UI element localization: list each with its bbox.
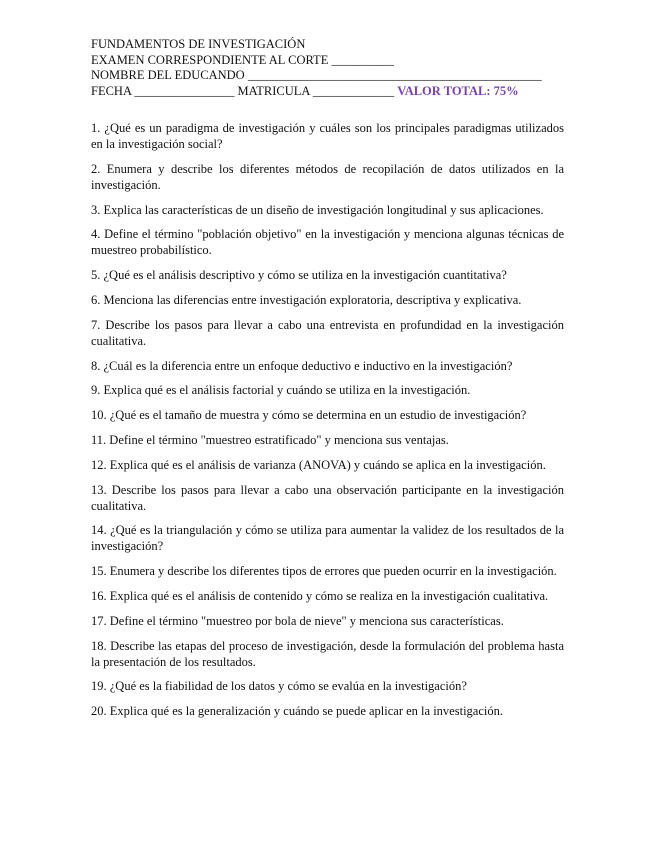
question-item: 9. Explica qué es el análisis factorial y cuándo se utiliza en la investigación. <box>91 383 471 398</box>
question-item: 4. Define el término "población objetivo" en la investigación y menciona algunas técnicas de muestreo probabilístico. <box>91 227 564 258</box>
question-item: 8. ¿Cuál es la diferencia entre un enfoque deductivo e inductivo en la investigación? <box>91 358 513 373</box>
question-item: 16. Explica qué es el análisis de contenido y cómo se realiza en la investigación cualitativa. <box>91 588 549 603</box>
question-list <box>91 120 564 719</box>
total-value: VALOR TOTAL: 75% <box>397 83 519 98</box>
date-id-fields: FECHA ________________ MATRICULA _____________ <box>91 83 395 98</box>
question-item: 17. Define el término "muestreo por bola de nieve" y menciona sus características. <box>91 613 504 628</box>
student-name-line: NOMBRE DEL EDUCANDO _______________________________________________ <box>91 68 542 82</box>
question-item: 1. ¿Qué es un paradigma de investigación y cuáles son los principales paradigmas utilizados en la investigación social? <box>91 121 564 151</box>
course-title: FUNDAMENTOS DE INVESTIGACIÓN <box>91 37 306 51</box>
date-and-id-line <box>91 84 571 100</box>
question-item: 13. Describe los pasos para llevar a cabo una observación participante en la investigación cualitativa. <box>91 482 564 513</box>
question-item: 6. Menciona las diferencias entre investigación exploratoria, descriptiva y explicativa. <box>91 292 522 307</box>
question-item: 18. Describe las etapas del proceso de investigación, desde la formulación del problema hasta la presentación de los resultados. <box>91 638 564 669</box>
exam-header <box>91 37 571 99</box>
question-item: 5. ¿Qué es el análisis descriptivo y cómo se utiliza en la investigación cuantitativa? <box>91 268 507 283</box>
question-item: 3. Explica las características de un diseño de investigación longitudinal y sus aplicaciones. <box>91 202 544 217</box>
question-item: 12. Explica qué es el análisis de varianza (ANOVA) y cuándo se aplica en la investigación. <box>91 457 546 472</box>
question-item: 2. Enumera y describe los diferentes métodos de recopilación de datos utilizados en la investigación. <box>91 161 564 192</box>
question-item: 15. Enumera y describe los diferentes tipos de errores que pueden ocurrir en la investigación. <box>91 564 557 579</box>
question-item: 11. Define el término "muestreo estratificado" y menciona sus ventajas. <box>91 432 449 447</box>
question-item: 10. ¿Qué es el tamaño de muestra y cómo se determina en un estudio de investigación? <box>91 408 527 423</box>
question-item: 20. Explica qué es la generalización y cuándo se puede aplicar en la investigación. <box>91 704 503 719</box>
question-item: 14. ¿Qué es la triangulación y cómo se utiliza para aumentar la validez de los resultados de la investigación? <box>91 523 564 554</box>
exam-cut-line: EXAMEN CORRESPONDIENTE AL CORTE __________ <box>91 52 394 67</box>
question-item: 19. ¿Qué es la fiabilidad de los datos y cómo se evalúa en la investigación? <box>91 679 467 694</box>
question-item: 7. Describe los pasos para llevar a cabo una entrevista en profundidad en la investigación cualitativa. <box>91 317 564 348</box>
